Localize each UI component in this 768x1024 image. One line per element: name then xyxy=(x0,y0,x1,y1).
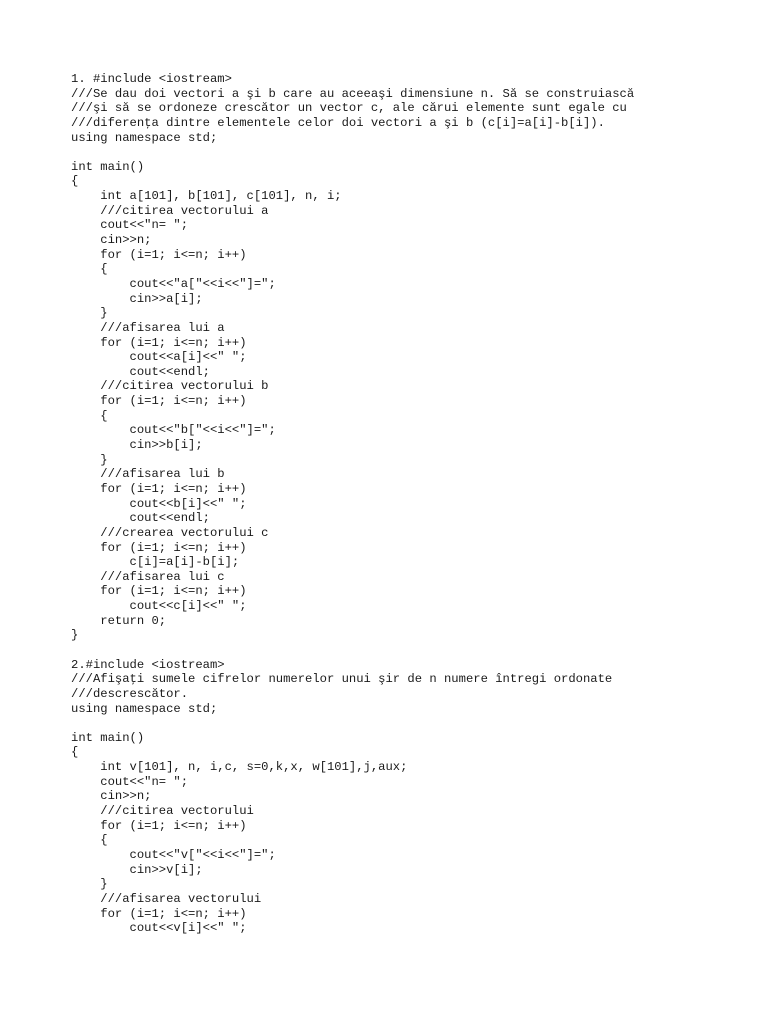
code-line: cout<<endl; xyxy=(71,364,210,379)
code-line: cout<<endl; xyxy=(71,511,210,526)
code-line: cin>>n; xyxy=(71,789,152,804)
code-line: for (i=1; i<=n; i++) xyxy=(71,335,247,350)
code-line: { xyxy=(71,262,108,277)
code-line: cout<<a[i]<<" "; xyxy=(71,350,247,365)
code-line: } xyxy=(71,452,108,467)
code-line xyxy=(71,145,634,160)
code-listing xyxy=(71,72,634,936)
code-line: } xyxy=(71,877,108,892)
code-line: cout<<v[i]<<" "; xyxy=(71,921,247,936)
code-line: for (i=1; i<=n; i++) xyxy=(71,481,247,496)
code-line: cout<<"a["<<i<<"]="; xyxy=(71,276,276,291)
code-line: for (i=1; i<=n; i++) xyxy=(71,247,247,262)
code-line: ///diferenţa dintre elementele celor doi vectori a şi b (c[i]=a[i]-b[i]). xyxy=(71,115,605,130)
code-line: int main() xyxy=(71,159,145,174)
code-line: ///afisarea lui a xyxy=(71,320,225,335)
code-line: { xyxy=(71,833,108,848)
code-line: using namespace std; xyxy=(71,130,218,145)
code-line: cout<<"v["<<i<<"]="; xyxy=(71,847,276,862)
code-line: cin>>n; xyxy=(71,233,152,248)
code-line: for (i=1; i<=n; i++) xyxy=(71,818,247,833)
code-line: for (i=1; i<=n; i++) xyxy=(71,906,247,921)
code-line xyxy=(71,716,634,731)
code-line: int v[101], n, i,c, s=0,k,x, w[101],j,aux; xyxy=(71,760,408,775)
code-line: return 0; xyxy=(71,613,167,628)
code-line: cout<<"b["<<i<<"]="; xyxy=(71,423,276,438)
code-line: int a[101], b[101], c[101], n, i; xyxy=(71,189,342,204)
code-line: ///Se dau doi vectori a şi b care au aceeaşi dimensiune n. Să se construiască xyxy=(71,86,635,101)
code-line: ///Afişaţi sumele cifrelor numerelor unui şir de n numere întregi ordonate xyxy=(71,672,613,687)
code-line: ///citirea vectorului a xyxy=(71,203,269,218)
code-line: { xyxy=(71,408,108,423)
code-line: 2.#include <iostream> xyxy=(71,657,225,672)
code-line: } xyxy=(71,306,108,321)
code-line: { xyxy=(71,745,79,760)
code-line: ///afisarea lui c xyxy=(71,569,225,584)
code-line: cout<<"n= "; xyxy=(71,774,189,789)
code-line: { xyxy=(71,174,79,189)
code-line: 1. #include <iostream> xyxy=(71,72,232,86)
code-line: using namespace std; xyxy=(71,701,218,716)
code-line: ///afisarea lui b xyxy=(71,467,225,482)
code-line: cout<<"n= "; xyxy=(71,218,189,233)
code-line: for (i=1; i<=n; i++) xyxy=(71,540,247,555)
code-line: ///crearea vectorului c xyxy=(71,525,269,540)
code-line: cin>>b[i]; xyxy=(71,438,203,453)
code-line: ///descrescător. xyxy=(71,686,189,701)
code-line: cout<<c[i]<<" "; xyxy=(71,599,247,614)
code-line: cout<<b[i]<<" "; xyxy=(71,496,247,511)
code-line: } xyxy=(71,628,79,643)
code-line: ///şi să se ordoneze crescător un vector c, ale cărui elemente sunt egale cu xyxy=(71,101,627,116)
code-line: cin>>v[i]; xyxy=(71,862,203,877)
code-line: c[i]=a[i]-b[i]; xyxy=(71,555,240,570)
code-line: int main() xyxy=(71,730,145,745)
code-line: ///citirea vectorului b xyxy=(71,379,269,394)
code-line: for (i=1; i<=n; i++) xyxy=(71,394,247,409)
code-line xyxy=(71,643,634,658)
code-line: ///afisarea vectorului xyxy=(71,891,262,906)
code-line: ///citirea vectorului xyxy=(71,804,254,819)
code-line: cin>>a[i]; xyxy=(71,291,203,306)
code-line: for (i=1; i<=n; i++) xyxy=(71,584,247,599)
